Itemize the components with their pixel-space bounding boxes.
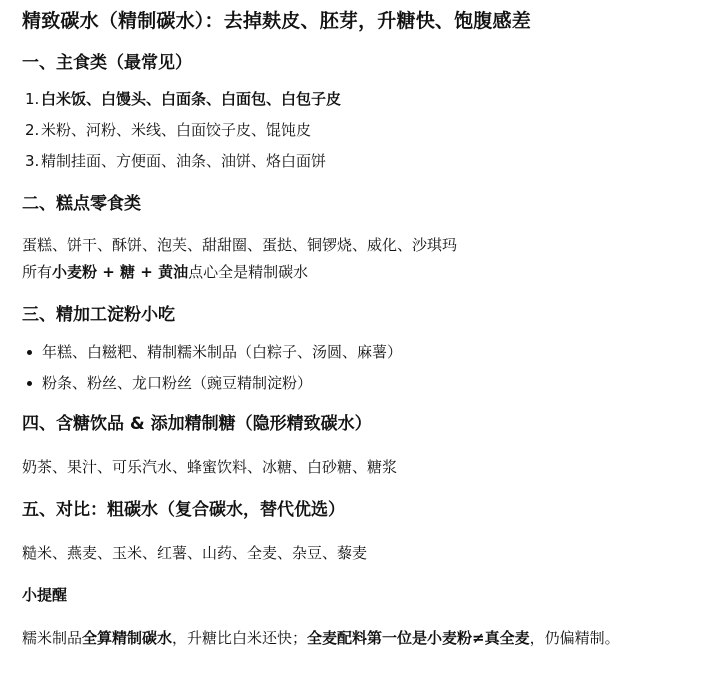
pastry-note-plus: + xyxy=(135,263,159,281)
list-item xyxy=(22,146,684,177)
section-heading-staple: 一、主食类（最常见） xyxy=(22,53,192,73)
section-heading-starch: 三、精加工淀粉小吃 xyxy=(22,305,175,325)
pastry-note-sugar: 糖 xyxy=(120,263,136,281)
pastry-list-text: 蛋糕、饼干、酥饼、泡芙、甜甜圈、蛋挞、铜锣烧、威化、沙琪玛 xyxy=(22,236,458,254)
list-item-text: 精制挂面、方便面、油条、油饼、烙白面饼 xyxy=(41,152,327,170)
list-item xyxy=(22,368,684,399)
bullet-icon xyxy=(27,381,32,386)
tip-text-part: 糯米制品 xyxy=(22,629,83,647)
list-item xyxy=(22,84,684,115)
section-heading-pastry: 二、糕点零食类 xyxy=(22,194,141,214)
list-item xyxy=(22,115,684,146)
page-title: 精致碳水（精制碳水）：去掉麸皮、胚芽，升糖快、饱腹感差 xyxy=(22,10,531,32)
coarse-list-text: 糙米、燕麦、玉米、红薯、山药、全麦、杂豆、藜麦 xyxy=(22,544,368,562)
pastry-note-post: 点心全是精制碳水 xyxy=(188,263,309,281)
staple-list xyxy=(22,84,684,177)
pastry-note-pre: 所有 xyxy=(22,263,53,281)
list-item xyxy=(22,337,684,368)
list-number: 1. xyxy=(25,90,40,108)
tip-text-part: ，升糖比白米还快； xyxy=(172,629,308,647)
sugar-list-text: 奶茶、果汁、可乐汽水、蜂蜜饮料、冰糖、白砂糖、糖浆 xyxy=(22,458,398,476)
list-number: 2. xyxy=(25,121,40,139)
tip-text xyxy=(22,626,684,650)
list-number: 3. xyxy=(25,152,40,170)
tip-heading: 小提醒 xyxy=(22,586,68,604)
list-item-text: 白米饭、白馒头、白面条、白面包、白包子皮 xyxy=(41,90,342,108)
list-item-text: 米粉、河粉、米线、白面饺子皮、馄饨皮 xyxy=(41,121,312,139)
tip-text-bold: 全麦配料第一位是小麦粉≠真全麦 xyxy=(307,629,530,647)
pastry-note-flour: 小麦粉 xyxy=(52,263,98,281)
section-heading-coarse: 五、对比：粗碳水（复合碳水，替代优选） xyxy=(22,500,345,520)
pastry-note xyxy=(22,259,684,286)
pastry-note-butter: 黄油 xyxy=(158,263,189,281)
list-item-text: 粉条、粉丝、龙口粉丝（豌豆精制淀粉） xyxy=(42,374,313,392)
list-item-text: 年糕、白糍粑、精制糯米制品（白粽子、汤圆、麻薯） xyxy=(42,343,403,361)
pastry-note-plus: + xyxy=(97,263,121,281)
starch-list xyxy=(22,337,684,399)
section-heading-sugar: 四、含糖饮品 & 添加精制糖（隐形精致碳水） xyxy=(22,414,372,434)
tip-text-bold: 全算精制碳水 xyxy=(82,629,173,647)
bullet-icon xyxy=(27,350,32,355)
tip-text-part: ，仍偏精制。 xyxy=(529,629,620,647)
